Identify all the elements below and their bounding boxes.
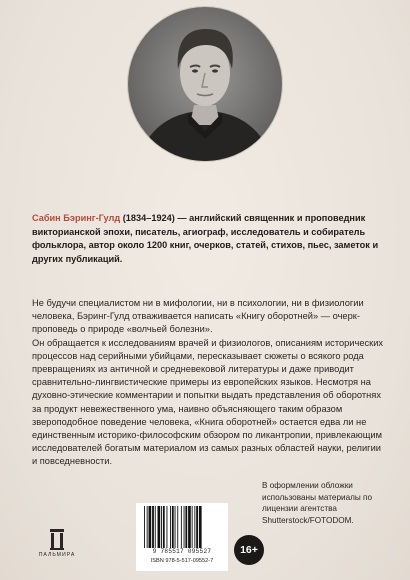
barcode-stripe	[196, 506, 198, 548]
barcode-stripe	[192, 506, 193, 548]
barcode-stripe	[170, 506, 171, 548]
barcode-stripe	[188, 506, 191, 548]
barcode-stripe	[175, 506, 176, 548]
barcode-stripe	[155, 506, 156, 548]
image-credit: В оформлении обложки использованы материалы по лицензии агентства Shutterstock/FOTODOM.	[262, 481, 373, 525]
barcode-stripe	[149, 506, 152, 548]
barcode-stripe	[172, 506, 174, 548]
barcode-stripe	[163, 506, 165, 548]
description-paragraph-1: Не будучи специалистом ни в мифологии, ни в психологии, ни в физиологии человека, Бэринг-Гулд отваживается написать «Книгу оборотней» — очерк-проповедь о природе «волчьей болезни».	[32, 298, 364, 335]
isbn: ISBN 978-5-517-09552-7	[150, 558, 214, 564]
barcode-stripe	[177, 506, 178, 548]
age-rating-badge: 16+	[234, 535, 264, 565]
barcode-digits: 9 785517 095527	[152, 548, 212, 555]
publisher-logo	[32, 528, 82, 558]
description-paragraph-2: Он обращается к исследованиям врачей и физиологов, описаниям исторических процессов над серийными убийцами, пересказывает сюжеты о всякого рода превращениях из античной и средневековой литературы и даже приводит сравнительно-лингвистические примеры из европейских языков. Несмотря на духовно-этические комментарии и попытки выдать представления об оборотнях за продукт невежественного ума, наивно объясняющего таким образом звероподобное поведение человека, «Книга оборотней» остается едва ли не единственным историко-философским обзором по ликантропии, привлекающим исследователей богатым материалом из самых разных областей науки, религии и повседневности.	[32, 337, 384, 467]
book-description	[32, 297, 388, 469]
barcode-stripe	[184, 506, 185, 548]
barcode-stripe	[152, 506, 154, 548]
barcode-stripe	[167, 506, 168, 548]
author-name: Сабин Бэринг-Гулд	[32, 213, 121, 223]
author-portrait	[128, 7, 282, 161]
publisher-name: ПАЛЬМИРА	[38, 552, 76, 558]
author-bio-text: (1834–1924) — английский священник и проповедник викторианской эпохи, писатель, агиограф, исследователь и собиратель фольклора, автор около 1200 книг, очерков, статей, стихов, пьес, заметок и других публикаций.	[32, 213, 379, 264]
barcode-stripe	[199, 506, 202, 548]
author-bio	[32, 212, 388, 266]
barcode-stripe	[181, 506, 182, 548]
barcode	[136, 503, 228, 571]
barcode-stripe	[194, 506, 195, 548]
column-icon	[49, 528, 65, 550]
barcode-stripe	[161, 506, 162, 548]
barcode-stripe	[158, 506, 161, 548]
barcode-stripe	[144, 506, 145, 548]
barcode-stripe	[147, 506, 148, 548]
barcode-bars	[144, 506, 220, 548]
barcode-stripe	[185, 506, 187, 548]
